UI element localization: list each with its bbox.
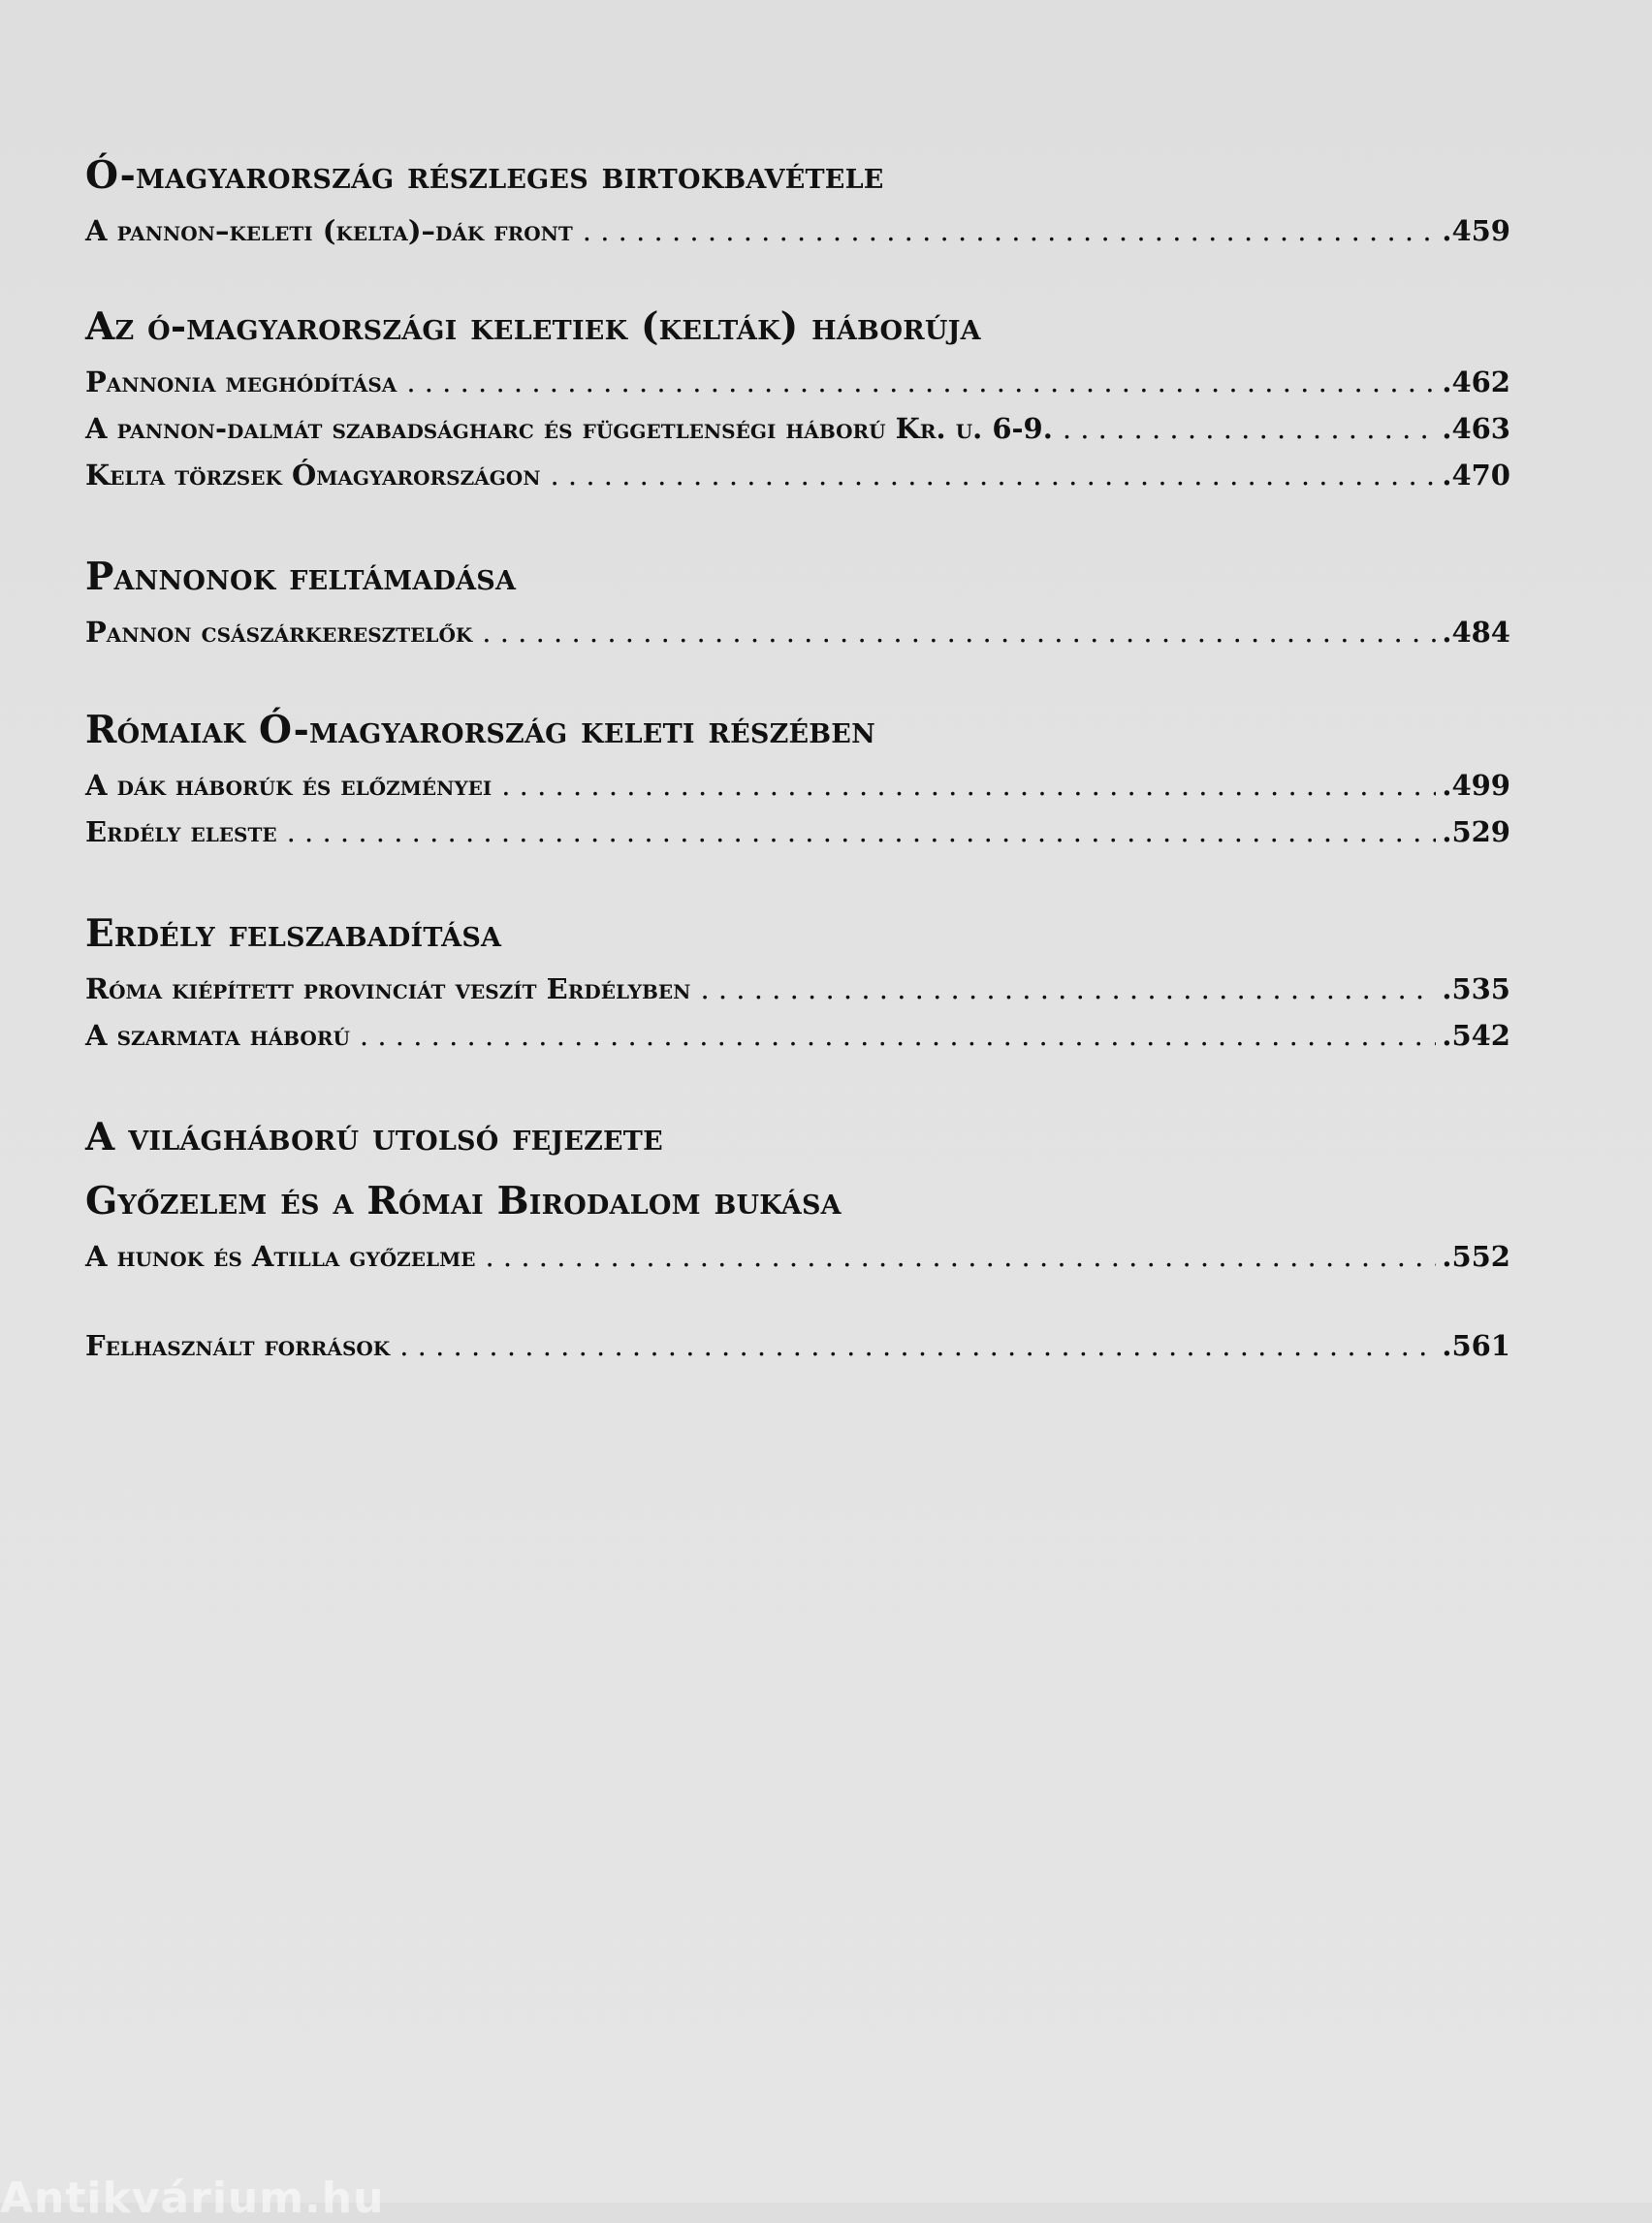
toc-section-4: [85, 698, 1510, 855]
entry-title: A szarmata háború: [85, 1019, 350, 1052]
toc-entry[interactable]: [85, 809, 1510, 855]
toc-entry[interactable]: [85, 1012, 1510, 1059]
toc-entry[interactable]: [85, 1233, 1510, 1280]
entry-title: Erdély eleste: [85, 815, 277, 848]
entry-title: Róma kiépített provinciát veszít Erdélyben: [85, 972, 691, 1005]
toc-entry[interactable]: [85, 609, 1510, 655]
toc-entry[interactable]: [85, 452, 1510, 498]
dot-leader: [360, 1012, 1436, 1059]
toc-entry[interactable]: [85, 207, 1510, 254]
section-heading: Ó-magyarország részleges birtokbavétele: [85, 153, 884, 198]
entry-title: Pannonia meghódítása: [85, 365, 397, 398]
toc-entry[interactable]: [85, 359, 1510, 405]
entry-title: Kelta törzsek Ómagyarországon: [85, 459, 541, 492]
dot-leader: [700, 966, 1436, 1012]
dot-leader: [583, 207, 1437, 254]
section-heading: A világháború utolsó fejezete: [85, 1115, 663, 1159]
dot-leader: [485, 1233, 1436, 1280]
entry-page: .542: [1442, 1019, 1510, 1052]
entry-page: .535: [1442, 972, 1510, 1005]
entry-page: .462: [1442, 365, 1510, 398]
entry-title: Felhasznált források: [85, 1329, 391, 1362]
toc-section-1: [85, 143, 1510, 254]
toc-entry[interactable]: [85, 762, 1510, 809]
section-heading: Rómaiak Ó-magyarország keleti részében: [85, 708, 875, 752]
entry-page: .463: [1442, 412, 1510, 445]
section-heading: Győzelem és a Római Birodalom bukása: [85, 1179, 842, 1223]
toc-entry[interactable]: [85, 405, 1510, 452]
section-heading: Pannonok feltámadása: [85, 555, 517, 599]
dot-leader: [551, 452, 1437, 498]
entry-page: .484: [1442, 616, 1510, 649]
toc-entry[interactable]: [85, 1322, 1510, 1369]
watermark-text: Antikvárium.hu: [0, 2174, 385, 2223]
entry-title: A dák háborúk és előzményei: [85, 769, 492, 802]
dot-leader: [501, 762, 1436, 809]
toc-section-3: [85, 545, 1510, 655]
toc-section-5: [85, 902, 1510, 1059]
entry-page: .529: [1442, 815, 1510, 848]
toc-section-7: [85, 1322, 1510, 1369]
entry-page: .561: [1442, 1329, 1510, 1362]
entry-page: .499: [1442, 769, 1510, 802]
toc-section-6: [85, 1105, 1510, 1280]
dot-leader: [287, 809, 1437, 855]
entry-title: A pannon-dalmát szabadságharc és függetlenségi háború Kr. u. 6-9.: [85, 412, 1053, 445]
entry-page: .459: [1442, 214, 1510, 247]
section-heading: Erdély felszabadítása: [85, 911, 502, 956]
entry-page: .470: [1442, 459, 1510, 492]
dot-leader: [482, 609, 1436, 655]
dot-leader: [406, 359, 1436, 405]
entry-title: A pannon–keleti (kelta)–dák front: [85, 214, 573, 247]
section-heading: Az ó-magyarországi keletiek (kelták) háborúja: [85, 304, 981, 349]
dot-leader: [399, 1322, 1436, 1369]
entry-title: A hunok és Atilla győzelme: [85, 1240, 476, 1273]
entry-title: Pannon császárkeresztelők: [85, 616, 473, 649]
toc-section-2: [85, 295, 1510, 498]
toc-entry[interactable]: [85, 966, 1510, 1012]
entry-page: .552: [1442, 1240, 1510, 1273]
dot-leader: [1063, 405, 1437, 452]
